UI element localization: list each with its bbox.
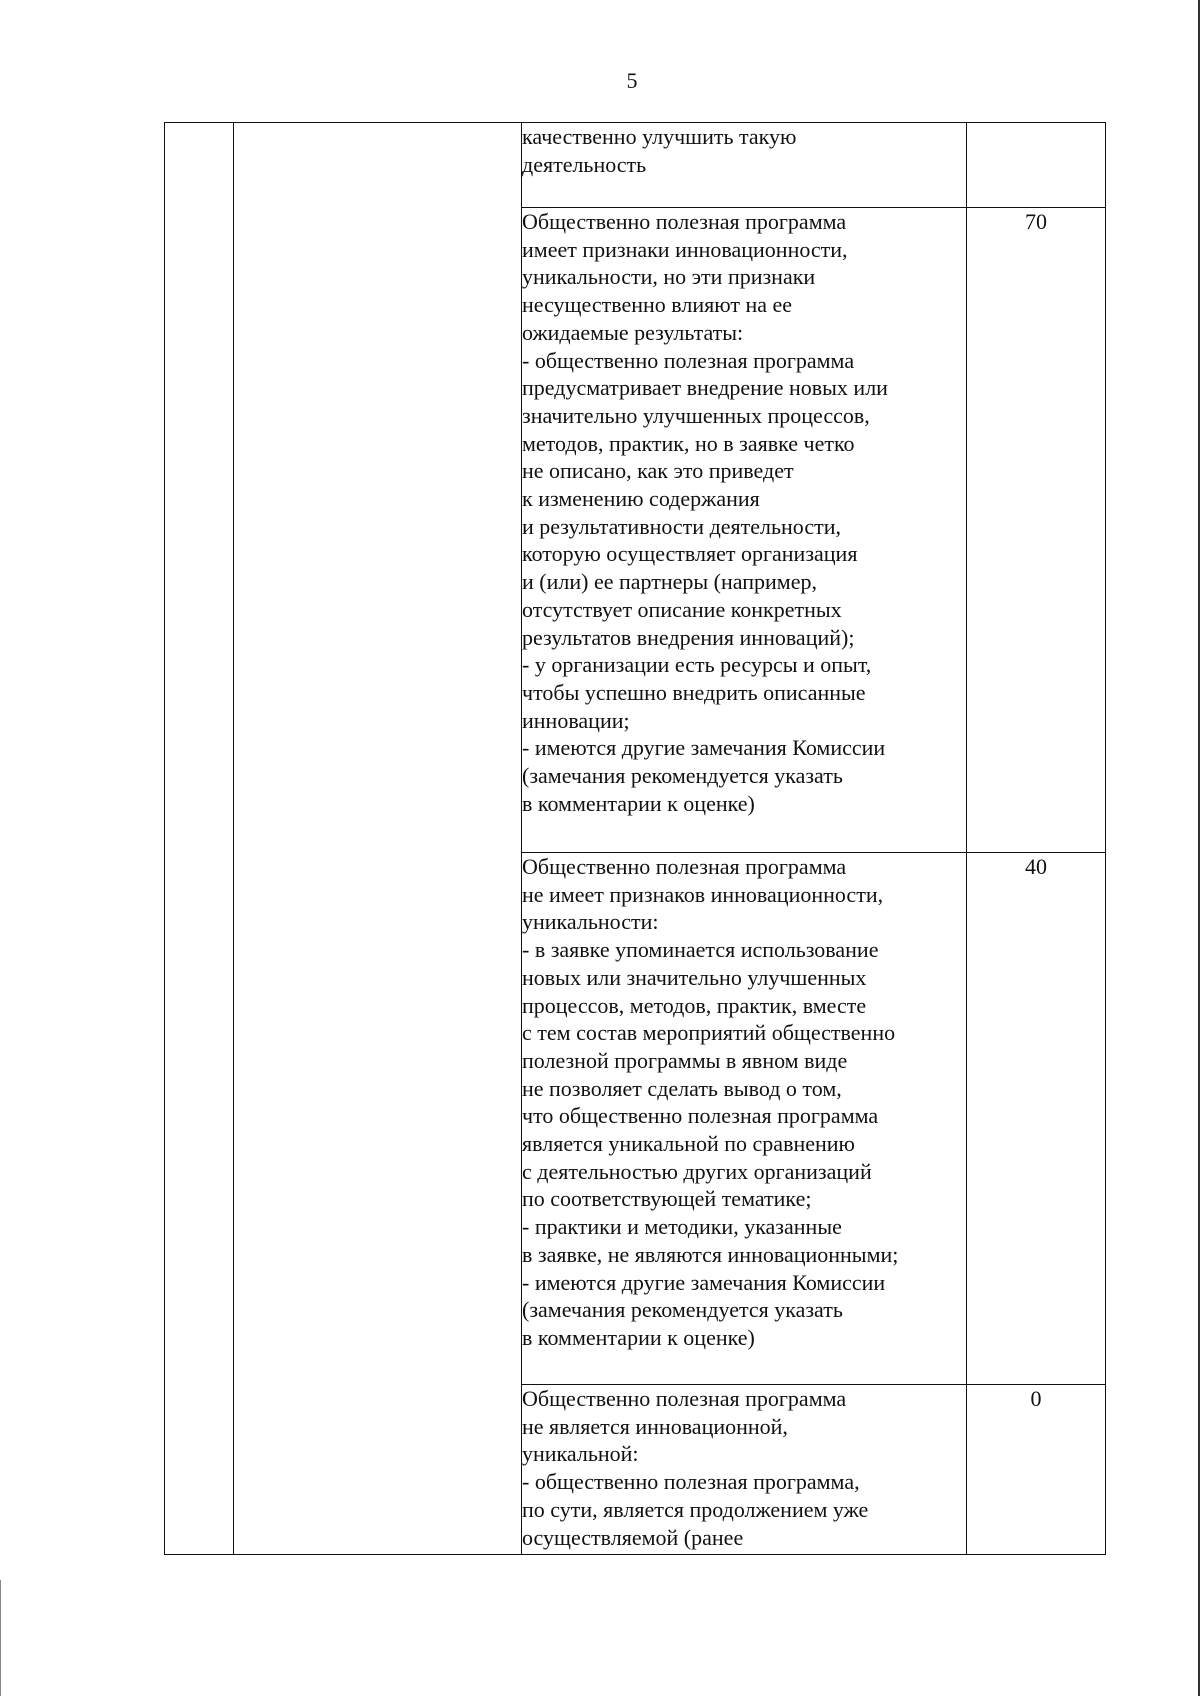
description-line: с тем состав мероприятий общественно — [522, 1020, 896, 1046]
description-line: - практики и методики, указанные — [522, 1214, 842, 1240]
description-line: процессов, методов, практик, вместе — [522, 992, 867, 1018]
description-line: Общественно полезная программа — [522, 854, 847, 879]
description-line: (замечания рекомендуется указать — [522, 1297, 843, 1323]
description-line: - общественно полезная программа — [522, 347, 855, 373]
score-cell — [967, 123, 1106, 208]
description-line: уникальности, но эти признаки — [522, 264, 816, 290]
description-line: - в заявке упоминается использование — [522, 937, 879, 963]
description-line: новых или значительно улучшенных — [522, 964, 867, 990]
description-line: инновации; — [522, 707, 630, 733]
description-line: по соответствующей тематике; — [522, 1186, 812, 1212]
number-cell — [165, 123, 234, 1555]
description-line: и (или) ее партнеры (например, — [522, 569, 817, 595]
description-line: значительно улучшенных процессов, — [522, 402, 870, 428]
description-line: предусматривает внедрение новых или — [522, 375, 888, 401]
description-line: методов, практик, но в заявке четко — [522, 430, 855, 456]
page-number: 5 — [626, 68, 638, 93]
description-line: полезной программы в явном виде — [522, 1047, 848, 1073]
description-line: является уникальной по сравнению — [522, 1131, 855, 1157]
description-cell — [522, 208, 967, 853]
description-line: в комментарии к оценке) — [522, 1324, 755, 1350]
score-cell: 0 — [967, 1385, 1106, 1555]
description-line: с деятельностью других организаций — [522, 1158, 872, 1184]
description-cell — [522, 123, 967, 208]
criterion-cell — [234, 123, 522, 1555]
description-line: Общественно полезная программа — [522, 1386, 847, 1411]
description-line: не является инновационной, — [522, 1413, 788, 1439]
description-line: не позволяет сделать вывод о том, — [522, 1075, 842, 1101]
description-cell — [522, 1385, 967, 1555]
description-line: имеет признаки инновационности, — [522, 236, 848, 262]
description-line: к изменению содержания — [522, 486, 760, 512]
description-line: несущественно влияют на ее — [522, 292, 793, 318]
table-row — [165, 123, 1106, 208]
description-line: ожидаемые результаты: — [522, 319, 744, 345]
criteria-table — [164, 122, 1106, 1555]
description-cell — [522, 853, 967, 1385]
scan-edge-left — [0, 1580, 2, 1696]
score-cell: 70 — [967, 208, 1106, 853]
description-line: и результативности деятельности, — [522, 513, 842, 539]
description-line: уникальной: — [522, 1441, 639, 1467]
description-line: что общественно полезная программа — [522, 1103, 879, 1129]
description-line: которую осуществляет организация — [522, 541, 858, 567]
description-line: - имеются другие замечания Комиссии — [522, 735, 886, 761]
description-line: Общественно полезная программа — [522, 209, 847, 234]
description-line: в заявке, не являются инновационными; — [522, 1241, 899, 1267]
description-line: результатов внедрения инноваций); — [522, 624, 855, 650]
description-line: не имеет признаков инновационности, — [522, 881, 884, 907]
description-line: - у организации есть ресурсы и опыт, — [522, 652, 872, 678]
score-cell: 40 — [967, 853, 1106, 1385]
description-line: по сути, является продолжением уже — [522, 1496, 869, 1522]
description-line: деятельность — [522, 151, 647, 177]
description-line: (замечания рекомендуется указать — [522, 763, 843, 789]
description-line: уникальности: — [522, 909, 659, 935]
description-line: в комментарии к оценке) — [522, 790, 755, 816]
description-line: качественно улучшить такую — [522, 124, 797, 149]
description-line: - имеются другие замечания Комиссии — [522, 1269, 886, 1295]
description-line: чтобы успешно внедрить описанные — [522, 679, 866, 705]
description-line: не описано, как это приведет — [522, 458, 794, 484]
description-line: осуществляемой (ранее — [522, 1524, 744, 1550]
description-line: отсутствует описание конкретных — [522, 596, 842, 622]
description-line: - общественно полезная программа, — [522, 1469, 860, 1495]
